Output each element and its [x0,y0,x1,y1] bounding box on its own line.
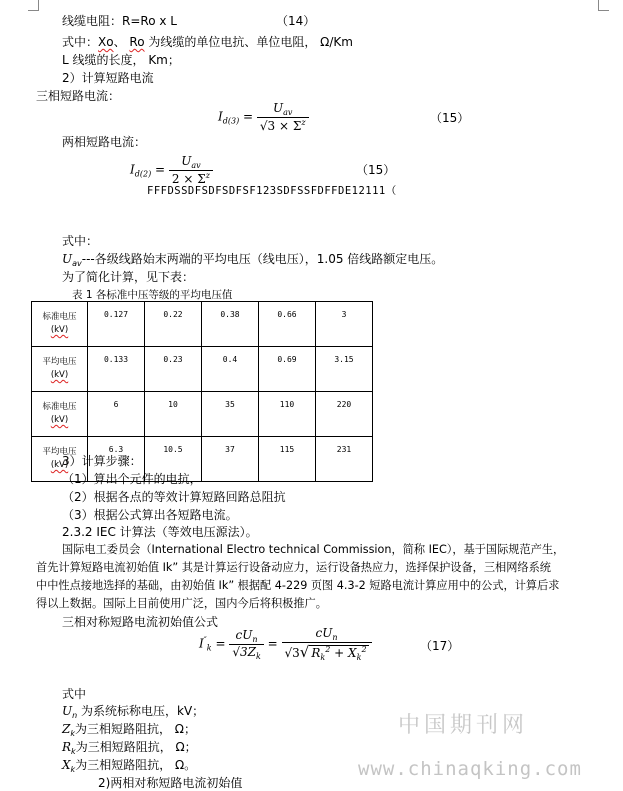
table-cell: 0.22 [145,302,202,347]
row-label-text: 平均电压 [42,447,77,457]
label-three-phase-initial: 三相对称短路电流初始值公式 [62,615,219,629]
label-where-1: 式中： [62,234,99,248]
equation-number-15: （15） [430,111,470,125]
table-cell: 0.23 [145,347,202,392]
row-label-text: 标准电压 [42,312,77,322]
table-caption: 表 1 各标准中压等级的平均电压值 [72,289,233,301]
table-cell: 6 [88,392,145,437]
row-unit-text: (kV) [50,460,69,470]
table-cell: 0.4 [202,347,259,392]
label-where-2: 式中 [62,687,87,701]
heading-calc-steps: 3）计算步骤： [62,454,142,468]
table-cell: 0.66 [259,302,316,347]
line-cable-resistance: 线缆电阻：R=Ro x L （14） [62,14,316,28]
line-rk-definition: $R_k$为三相短路阻抗， Ω； [62,740,197,756]
line-un-definition: $U_n$ 为系统标称电压，kV； [62,704,205,720]
table-cell: 0.69 [259,347,316,392]
fraction-uav-sqrt3: $\frac{U_{av}}{√3 \times \Sigma^z}$ [257,101,309,133]
equation-number-15b: （15） [356,163,396,177]
paragraph-iec-line-3: 中中性点接地选择的基础，由初始值 Ik” 根据配 4-229 页图 4.3-2 短路电流计算应用中的公式，计算后求 [36,579,560,592]
table-cell: 35 [202,392,259,437]
table-cell: 115 [259,437,316,482]
label-three-phase: 三相短路电流： [36,89,121,103]
formula-15-two-phase: $I_{d(2)}$ = $\frac{U_{av}}{2 \times \Sigma^z}$ [130,154,213,186]
step-2: （2）根据各点的等效计算短路回路总阻抗 [62,490,286,504]
row-label-text: 标准电压 [42,402,77,412]
crop-mark-top-right [598,0,609,11]
label-two-phase: 两相短路电流： [62,135,147,149]
table-cell: 37 [202,437,259,482]
step-1: （1）算出个元件的电抗， [62,472,202,486]
line-xk-definition: $X_k$为三相短路阻抗， Ω。 [62,758,197,774]
table-row [32,302,373,347]
row-unit-text: (kV) [50,325,69,335]
table-cell: 0.38 [202,302,259,347]
watermark-url: www.chinaqking.com [358,758,582,780]
table-cell: 10 [145,392,202,437]
fraction-cun-sqrt-rk-xk: $\frac{cU_n}{√3√ R_k^2 + X_k^2}$ [282,626,372,662]
fraction-uav-2: $\frac{U_{av}}{2 \times \Sigma^z}$ [169,154,213,186]
heading-two-phase-initial: 2)两相对称短路电流初始值 [98,776,243,790]
row-unit-text: (kV) [50,370,69,380]
line-uav-definition: $U_{av}---$各级线路始末两端的平均电压（线电压），1.05 倍线路额定电压。 [62,252,444,268]
table-cell: 10.5 [145,437,202,482]
crop-mark-top-left [28,0,39,11]
table-cell: 110 [259,392,316,437]
table-cell: 0.127 [88,302,145,347]
table-cell: 3.15 [316,347,373,392]
row-unit-text: (kV) [50,415,69,425]
line-where-xo-ro: 式中：Xo、 Ro 为线缆的单位电抗、单位电阻， Ω/Km [62,35,353,49]
line-garbled-text: FFFDSSDFSDFSDFSF123SDFSSFDFFDE12111（ [147,185,397,197]
equation-number-14: （14） [276,14,316,28]
line-zk-definition: $Z_k$为三相短路阻抗， Ω； [62,722,196,738]
table-cell: 6.3 [88,437,145,482]
line-cable-length: L 线缆的长度， Km； [62,53,180,67]
paragraph-iec-line-1: 国际电工委员会（International Electro technical Commission，简称 IEC），基于国际规范产生， [62,543,565,556]
row-label-text: 平均电压 [42,357,77,367]
table-row [32,392,373,437]
table-row-label [32,392,88,437]
table-row-label [32,302,88,347]
line-simplify: 为了简化计算，见下表： [62,270,195,284]
table-cell: 231 [316,437,373,482]
step-3: （3）根据公式算出各短路电流。 [62,508,238,522]
watermark-logo-cn: 中国期刊网 [398,713,529,738]
fraction-cun-sqrt3zk: $\frac{cU_n}{√3Z_k}$ [229,628,263,661]
table-row [32,347,373,392]
paragraph-iec-line-2: 首先计算短路电流初始值 Ik” 其是计算运行设备动应力，运行设备热应力，选择保护设备，三相网络系统 [36,561,551,574]
equation-number-17: （17） [420,639,460,653]
formula-15-three-phase: $I_{d(3)}$ = $\frac{U_{av}}{√3 \times \Sigma^z}$ [218,101,309,133]
paragraph-iec-line-4: 得以上数据。国际上目前使用广泛，国内今后将积极推广。 [36,597,327,610]
table-row-label [32,347,88,392]
table-cell: 3 [316,302,373,347]
heading-iec-method: 2.3.2 IEC 计算法（等效电压源法）。 [62,525,258,539]
formula-17: $I''_k$ = $\frac{cU_n}{√3Z_k}$ = $\frac{cU_n}{√3√ R_k^2 + X_k^2}$ [199,626,372,662]
table-cell: 0.133 [88,347,145,392]
heading-calc-short-circuit: 2）计算短路电流 [62,71,154,85]
table-cell: 220 [316,392,373,437]
